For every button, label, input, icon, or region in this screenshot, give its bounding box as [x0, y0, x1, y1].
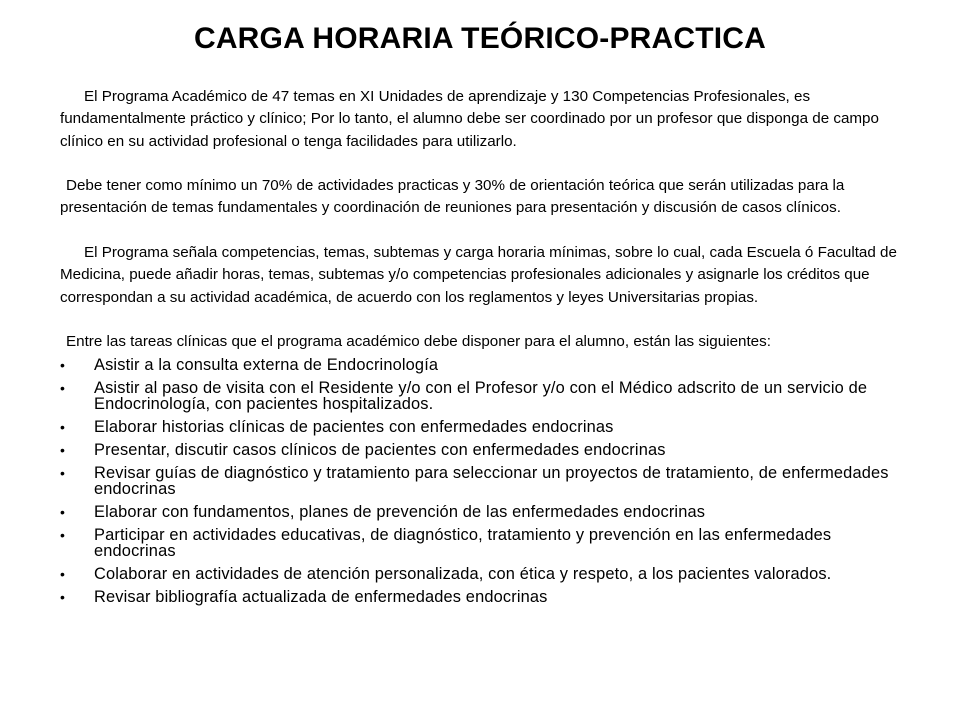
bullet-icon: • — [60, 565, 66, 582]
paragraph-school-additions: El Programa señala competencias, temas, subtemas y carga horaria mínimas, sobre lo cual, cada Escuela ó Facultad de Medicina, puede añadir horas, temas, subtemas y/o competencias profesionales adicionales y asignarle los créditos que correspondan a su actividad académica, de acuerdo con los reglamentos y leyes Universitarias propias. — [60, 244, 897, 306]
list-item — [60, 504, 912, 520]
bullet-icon: • — [60, 526, 66, 543]
clinical-tasks-list — [60, 357, 912, 605]
bullet-icon: • — [60, 464, 66, 481]
list-item — [60, 380, 912, 412]
list-item-text: Elaborar historias clínicas de pacientes con enfermedades endocrinas — [94, 417, 614, 436]
bullet-icon: • — [60, 503, 66, 520]
list-item-text: Revisar bibliografía actualizada de enfermedades endocrinas — [94, 587, 548, 606]
bullet-icon: • — [60, 379, 66, 396]
paragraph-tasks-intro: Entre las tareas clínicas que el programa académico debe disponer para el alumno, están las siguientes: — [66, 333, 771, 351]
page-title: CARGA HORARIA TEÓRICO-PRACTICA — [193, 22, 767, 55]
list-item — [60, 442, 912, 458]
list-item — [60, 566, 912, 582]
paragraph-activity-ratio: Debe tener como mínimo un 70% de actividades practicas y 30% de orientación teórica que serán utilizadas para la presentación de temas fundamentales y coordinación de reuniones para presentación y discusión de casos clínicos. — [60, 177, 845, 217]
slide-body — [60, 86, 912, 612]
list-item-text: Presentar, discutir casos clínicos de pacientes con enfermedades endocrinas — [94, 440, 666, 459]
list-item-text: Revisar guías de diagnóstico y tratamiento para seleccionar un proyectos de tratamiento, de enfermedades endocrinas — [94, 463, 889, 498]
list-item-text: Asistir a la consulta externa de Endocrinología — [94, 355, 439, 374]
list-item-text: Elaborar con fundamentos, planes de prevención de las enfermedades endocrinas — [94, 502, 706, 521]
bullet-icon: • — [60, 588, 66, 605]
list-item — [60, 357, 912, 373]
list-item-text: Participar en actividades educativas, de diagnóstico, tratamiento y prevención en las enfermedades endocrinas — [94, 525, 832, 560]
list-item — [60, 419, 912, 435]
bullet-icon: • — [60, 356, 66, 373]
list-item-text: Colaborar en actividades de atención personalizada, con ética y respeto, a los pacientes valorados. — [94, 564, 832, 583]
list-item — [60, 465, 912, 497]
bullet-icon: • — [60, 441, 66, 458]
paragraph-program-description: El Programa Académico de 47 temas en XI Unidades de aprendizaje y 130 Competencias Profesionales, es fundamentalmente práctico y clínico; Por lo tanto, el alumno debe ser coordinado por un profesor que disponga de campo clínico en su actividad profesional o tenga facilidades para utilizarlo. — [60, 88, 879, 150]
list-item — [60, 589, 912, 605]
list-item-text: Asistir al paso de visita con el Residente y/o con el Profesor y/o con el Médico adscrito de un servicio de Endocrinología, con pacientes hospitalizados. — [94, 378, 868, 413]
bullet-icon: • — [60, 418, 66, 435]
list-item — [60, 527, 912, 559]
